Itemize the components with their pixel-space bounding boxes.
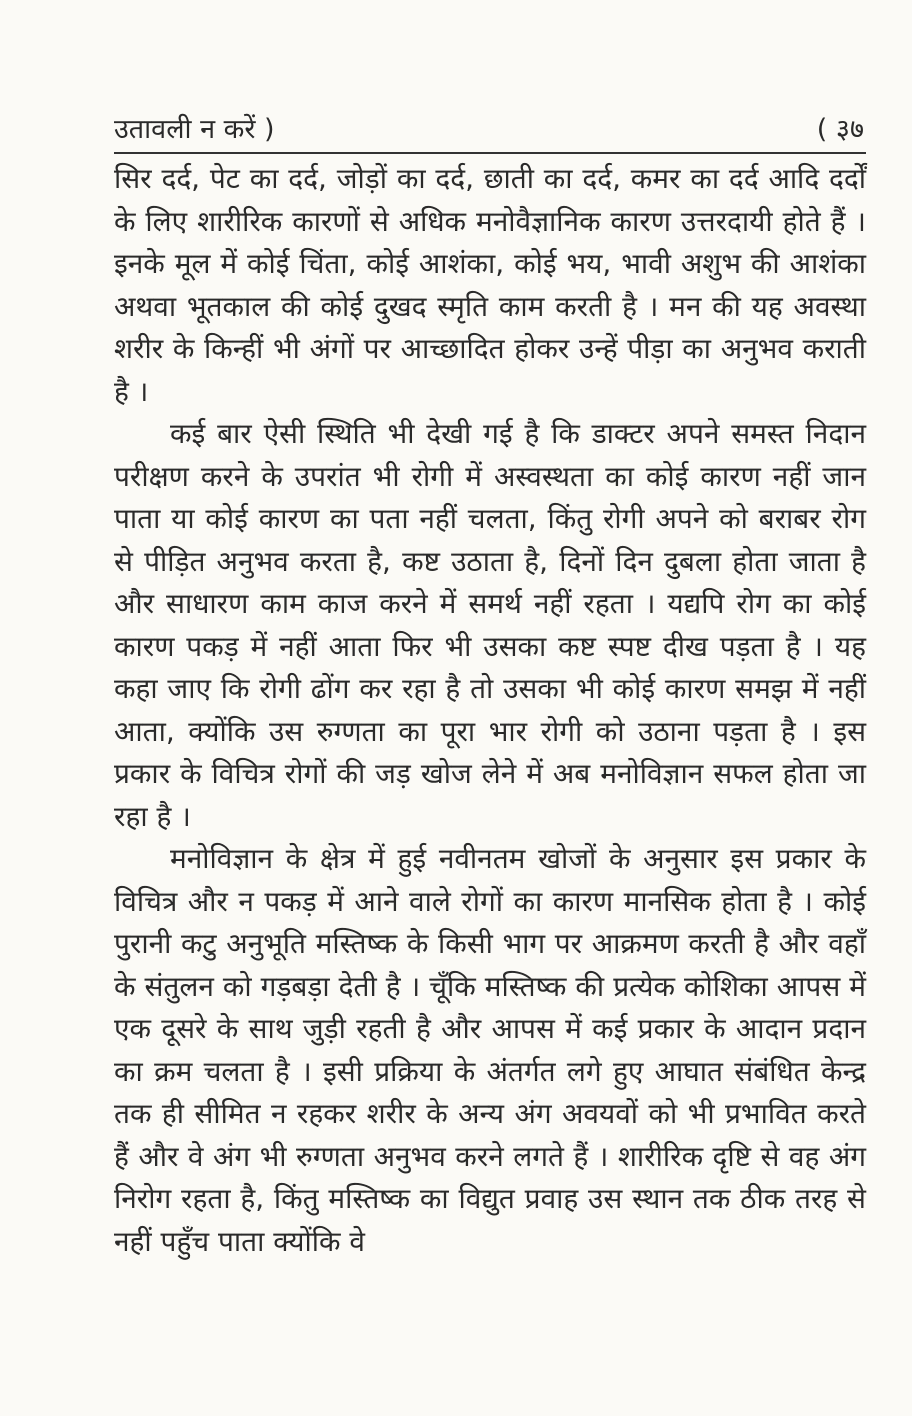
page-number: ( ३७ [816,114,864,145]
running-header [114,108,866,152]
body-text [114,158,866,1263]
paragraph-2: कई बार ऐसी स्थिति भी देखी गई है कि डाक्टर अपने समस्त निदान परीक्षण करने के उपरांत भी रोगी में अस्वस्थता का कोई कारण नहीं जान पाता या कोई कारण का पता नहीं चलता, किंतु रोगी अपने को बराबर रोग से पीड़ित अनुभव करता है, कष्ट उठाता है, दिनों दिन दुबला होता जाता है और साधारण काम काज करने में समर्थ नहीं रहता । यद्यपि रोग का कोई कारण पकड़ में नहीं आता फिर भी उसका कष्ट स्पष्ट दीख पड़ता है । यह कहा जाए कि रोगी ढोंग कर रहा है तो उसका भी कोई कारण समझ में नहीं आता, क्योंकि उस रुग्णता का पूरा भार रोगी को उठाना पड़ता है । इस प्रकार के विचित्र रोगों की जड़ खोज लेने में अब मनोविज्ञान सफल होता जा रहा है । [114,417,866,833]
header-rule [114,152,866,154]
chapter-title: उतावली न करें ) [114,114,275,145]
paragraph-3: मनोविज्ञान के क्षेत्र में हुई नवीनतम खोजों के अनुसार इस प्रकार के विचित्र और न पकड़ में आने वाले रोगों का कारण मानसिक होता है । कोई पुरानी कटु अनुभूति मस्तिष्क के किसी भाग पर आक्रमण करती है और वहाँ के संतुलन को गड़बड़ा देती है । चूँकि मस्तिष्क की प्रत्येक कोशिका आपस में एक दूसरे के साथ जुड़ी रहती है और आपस में कई प्रकार के आदान प्रदान का क्रम चलता है । इसी प्रक्रिया के अंतर्गत लगे हुए आघात संबंधित केन्द्र तक ही सीमित न रहकर शरीर के अन्य अंग अवयवों को भी प्रभावित करते हैं और वे अंग भी रुग्णता अनुभव करने लगते हैं । शारीरिक दृष्टि से वह अंग निरोग रहता है, किंतु मस्तिष्क का विद्युत प्रवाह उस स्थान तक ठीक तरह से नहीं पहुँच पाता क्योंकि वे [114,842,866,1258]
paragraph-1: सिर दर्द, पेट का दर्द, जोड़ों का दर्द, छाती का दर्द, कमर का दर्द आदि दर्दों के लिए शारीरिक कारणों से अधिक मनोवैज्ञानिक कारण उत्तरदायी होते हैं । इनके मूल में कोई चिंता, कोई आशंका, कोई भय, भावी अशुभ की आशंका अथवा भूतकाल की कोई दुखद स्मृति काम करती है । मन की यह अवस्था शरीर के किन्हीं भी अंगों पर आच्छादित होकर उन्हें पीड़ा का अनुभव कराती है । [114,162,866,408]
